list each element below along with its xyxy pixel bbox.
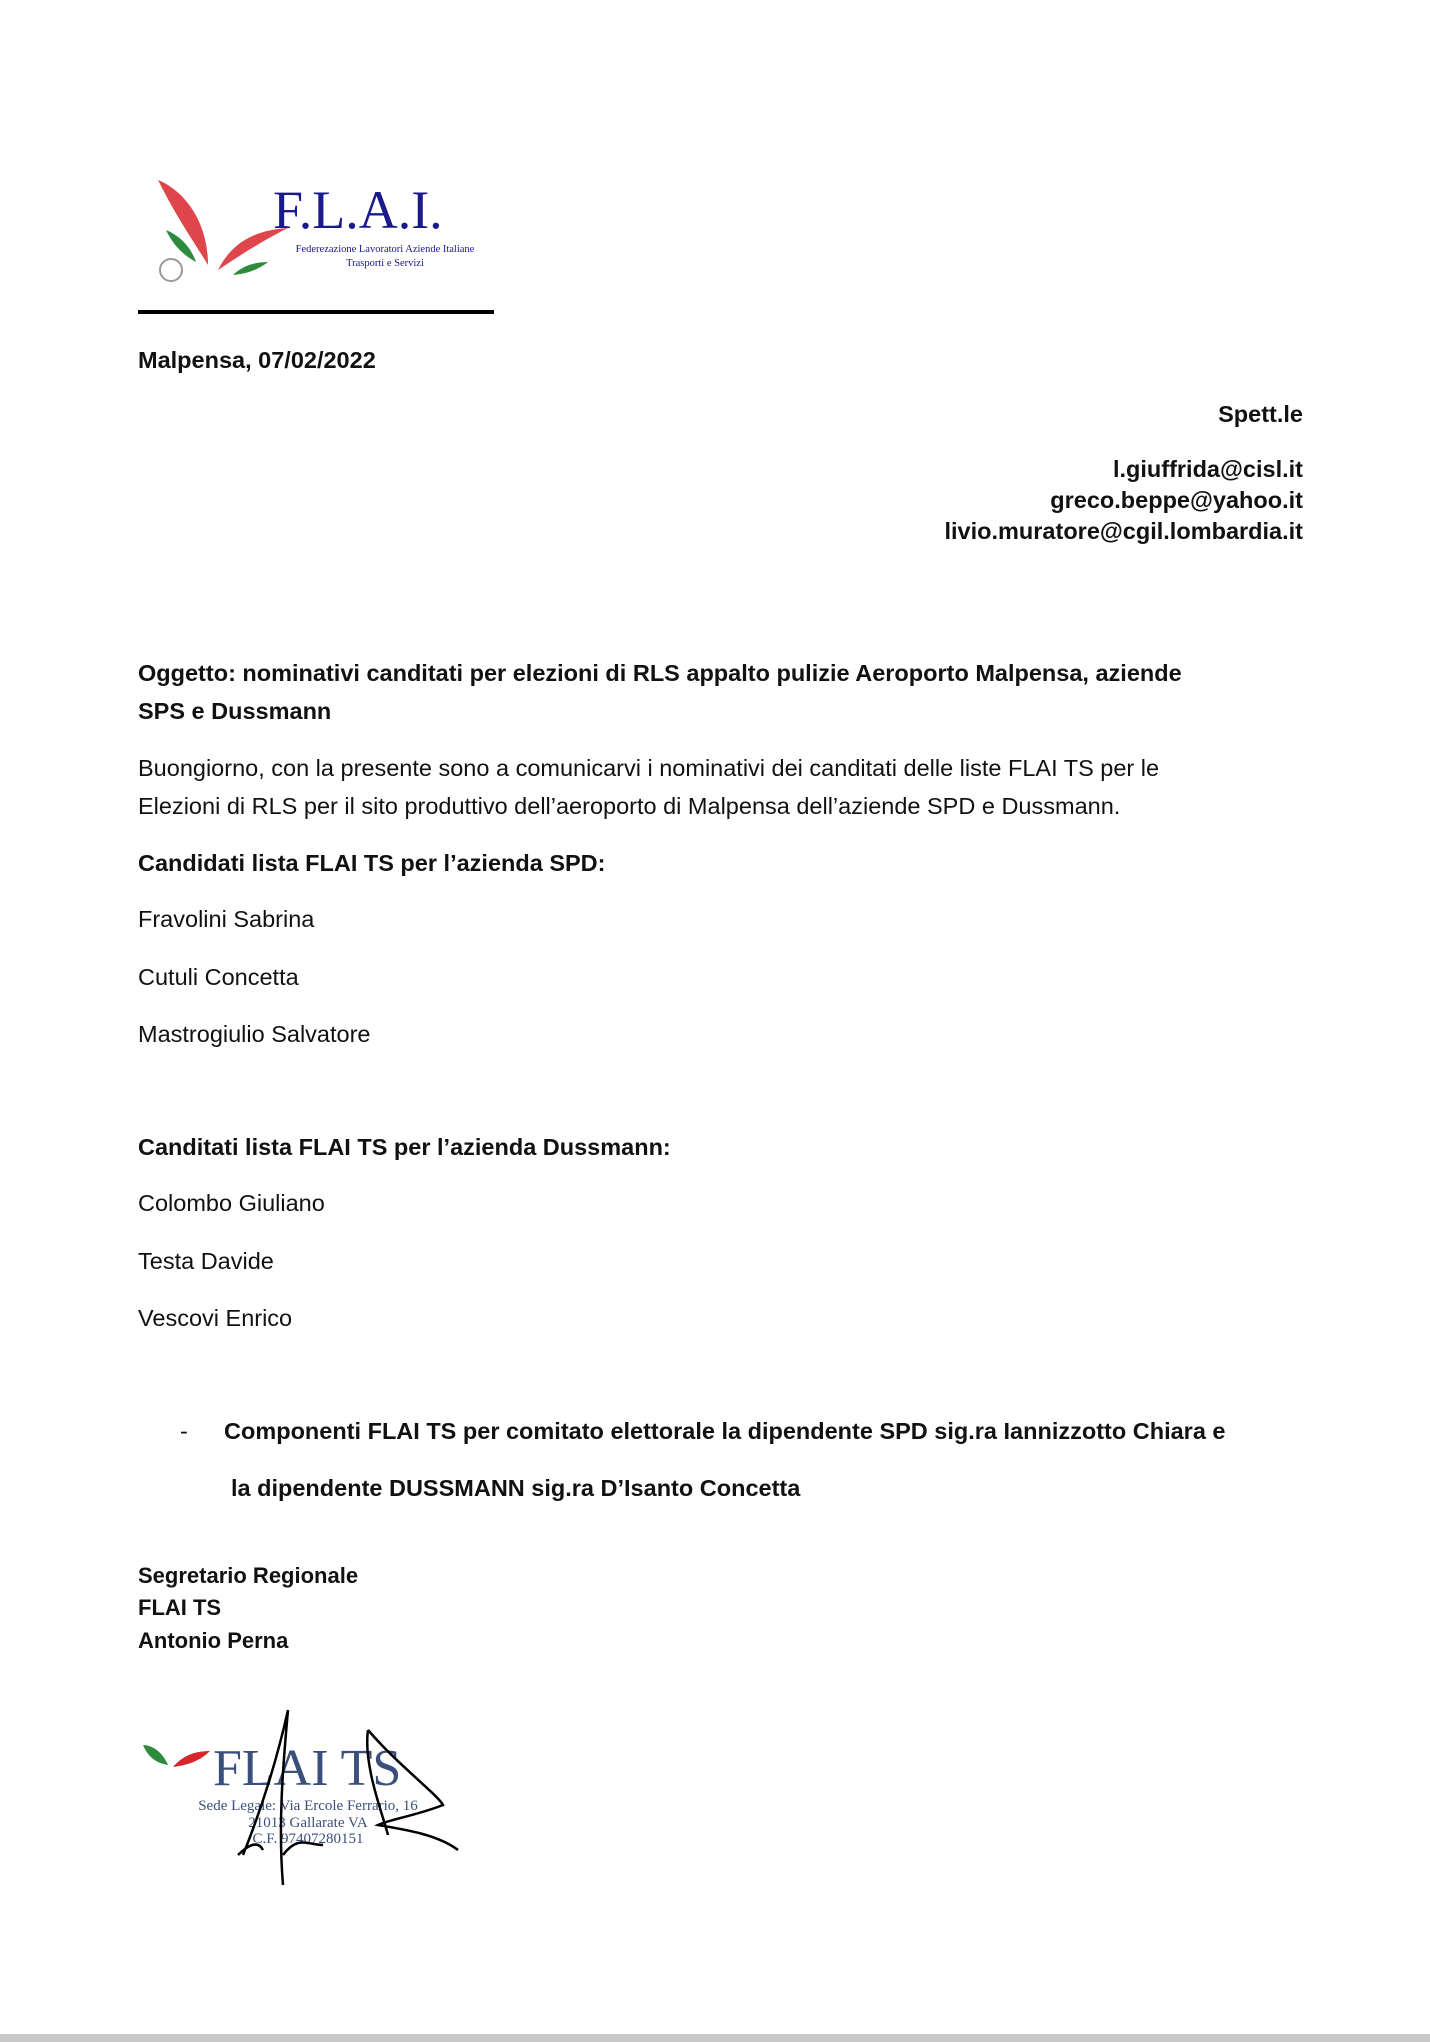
svg-text:Trasporti e Servizi: Trasporti e Servizi [346, 258, 424, 269]
committee-text: la dipendente DUSSMANN sig.ra D’Isanto Concetta [231, 1475, 801, 1501]
body-text: Buongiorno, con la presente sono a comunicarvi i nominativi dei canditati delle liste FLAI TS per le [138, 755, 1160, 781]
flai-logo [138, 170, 496, 320]
signer-org: FLAI TS [138, 1595, 222, 1620]
candidate-name: Cutuli Concetta [138, 964, 299, 990]
candidate-name: Colombo Giuliano [138, 1190, 325, 1216]
candidate-name: Fravolini Sabrina [138, 906, 315, 932]
subject-line: Oggetto: nominativi canditati per elezioni di RLS appalto pulizie Aeroporto Malpensa, aziende [138, 660, 1182, 686]
header-rule [138, 310, 494, 314]
candidate-name: Testa Davide [138, 1248, 274, 1274]
recipient-email: l.giuffrida@cisl.it [1112, 456, 1303, 482]
bullet-dash: - [180, 1418, 188, 1444]
body-text: Elezioni di RLS per il sito produttivo dell’aeroporto di Malpensa dell’aziende SPD e Dussmann. [138, 793, 1121, 819]
candidate-name: Vescovi Enrico [138, 1305, 293, 1331]
signer-name: Antonio Perna [138, 1628, 289, 1653]
recipient-email: greco.beppe@yahoo.it [1050, 487, 1303, 513]
logo-text: F.L.A.I. [273, 180, 443, 240]
page-bottom-edge [0, 2034, 1430, 2042]
svg-text:21013 Gallarate VA: 21013 Gallarate VA [248, 1815, 368, 1831]
recipient-email: livio.muratore@cgil.lombardia.it [944, 518, 1303, 544]
candidate-name: Mastrogiulio Salvatore [138, 1021, 371, 1047]
place-date: Malpensa, 07/02/2022 [138, 347, 376, 373]
committee-text: Componenti FLAI TS per comitato elettorale la dipendente SPD sig.ra Iannizzotto Chiara e [224, 1418, 1226, 1444]
stamp-title: FLAI TS [213, 1740, 402, 1797]
svg-text:Federezazione Lavoratori Azien: Federezazione Lavoratori Aziende Italiane [295, 244, 475, 255]
svg-text:C.F. 97407280151: C.F. 97407280151 [252, 1831, 364, 1847]
flai-ts-stamp [138, 1705, 478, 1890]
dussmann-list-heading: Canditati lista FLAI TS per l’azienda Dussmann: [138, 1134, 671, 1160]
spd-list-heading: Candidati lista FLAI TS per l’azienda SPD: [138, 850, 606, 876]
signer-role: Segretario Regionale [138, 1563, 359, 1588]
svg-text:Sede Legale: Via Ercole Ferrar: Sede Legale: Via Ercole Ferrario, 16 [198, 1798, 418, 1814]
subject-line: SPS e Dussmann [138, 698, 332, 724]
salutation: Spett.le [1218, 401, 1303, 427]
